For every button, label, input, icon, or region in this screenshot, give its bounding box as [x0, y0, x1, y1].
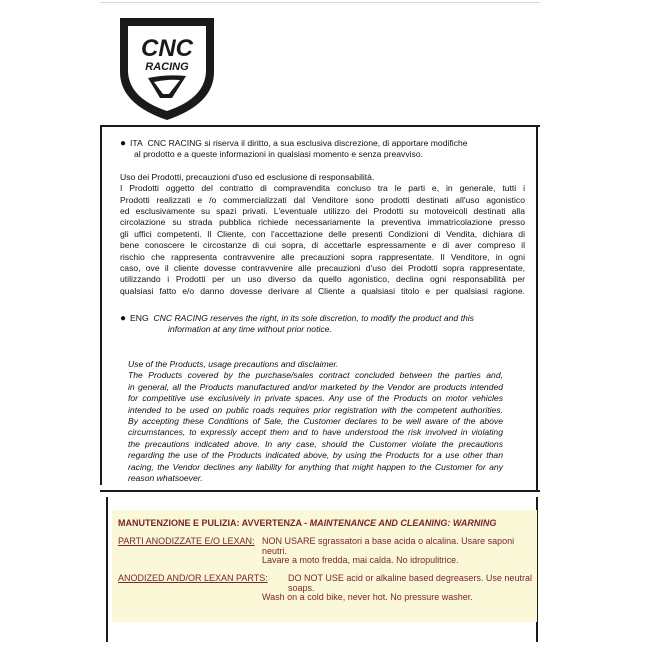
italian-disclaimer	[120, 138, 525, 297]
warning-ita-row	[118, 536, 255, 546]
eng-line: The Products covered by the purchase/sales contract concluded between the parties and,	[128, 370, 503, 381]
warning-eng-line2: Wash on a cold bike, never hot. No pressure washer.	[262, 592, 473, 602]
eng-line: Use of the Products, usage precautions and disclaimer.	[128, 359, 339, 369]
eng-line: reason whatsoever.	[128, 473, 203, 484]
ita-intro-line1: CNC RACING si riserva il diritto, a sua esclusiva discrezione, di apportare modifiche	[147, 138, 468, 148]
ita-paragraph	[120, 172, 525, 297]
eng-line: for competitive use exclusively in private spaces. Any use of the Products on motor vehicles	[128, 393, 503, 404]
warning-ita-line2: Lavare a moto fredda, mai calda. No idropulitrice.	[262, 555, 459, 565]
eng-lang: ENG	[130, 313, 149, 323]
warning-eng-line1-row	[288, 573, 537, 593]
logo-cnc-text: CNC	[141, 35, 193, 62]
cnc-racing-logo	[112, 12, 222, 124]
eng-line: racing, the Vendor declines any liability for anything that might happen to the Customer for any	[128, 461, 503, 472]
ita-line: rischio che rappresenta contravvenire alle precauzioni sopra rappresentate. Il Venditore, in ogni	[120, 251, 525, 262]
warning-eng-label: ANODIZED AND/OR LEXAN PARTS:	[118, 573, 268, 583]
warning-title	[118, 518, 496, 528]
bullet-icon: ●	[120, 313, 127, 324]
eng-line: By accepting these Conditions of Sale, the Customer declares to be well aware of the above	[128, 416, 503, 427]
warning-ita-line1-row	[262, 536, 537, 556]
ita-line: circolazione su strada pubblica richiede necessariamente la preventiva immatricolazione presso	[120, 217, 525, 228]
ita-line: Prodotti realizzati e /o commercializzati dal Venditore sono prodotti destinati all'uso agonistico	[120, 194, 525, 205]
english-disclaimer-intro	[120, 313, 500, 336]
eng-line: the precautions indicated above. In any case, should the Customer violate the precautions	[128, 438, 503, 449]
ita-line: Uso dei Prodotti, precauzioni d'uso ed esclusione di responsabilità.	[120, 171, 375, 182]
warning-eng-row	[118, 573, 268, 583]
ita-intro-line2: al prodotto e a queste informazioni in qualsiasi momento e senza preavviso.	[134, 149, 424, 160]
eng-intro-line1: CNC RACING reserves the right, in its sole discretion, to modify the product and this	[153, 313, 474, 323]
ita-line: I Prodotti oggetto del contratto di compravendita concluso tra le parti e, in generale, tutti i	[120, 183, 525, 194]
eng-paragraph	[128, 359, 503, 484]
warning-ita-line2-row	[262, 555, 459, 565]
eng-intro-line2: information at any time without prior notice.	[168, 324, 332, 335]
maintenance-warning-box	[112, 510, 537, 622]
eng-line: regarding the use of the Products indicated above, by using the Products for a use other than	[128, 450, 503, 461]
top-rule	[100, 2, 540, 3]
eng-line: intended to be used on public roads requires prior registration with the competent authorities.	[128, 404, 503, 415]
ita-line: caso, ove il cliente dovesse contravvenire alle precauzioni d'uso dei Prodotti sopra rappresentate,	[120, 263, 525, 274]
warning-eng-line1: DO NOT USE acid or alkaline based degreasers. Use neutral soaps.	[288, 573, 532, 593]
ita-line: bene conoscere le circostanze di cui sopra, di accettarle espressamente e di aver compreso il	[120, 240, 525, 251]
eng-line: in general, all the Products manufactured and/or marketed by the Vendor are products intended	[128, 381, 503, 392]
warning-ita-line1: NON USARE sgrassatori a base acida o alcalina. Usare saponi neutri.	[262, 536, 515, 556]
warning-title-ita: MANUTENZIONE E PULIZIA: AVVERTENZA -	[118, 518, 310, 528]
ita-line: utilizzando i Prodotti per un uso diverso da quello agonistico, declina ogni responsabilità per	[120, 274, 525, 285]
logo-racing-text: RACING	[145, 61, 189, 73]
ita-line: ed esclusivamente su spazi privati. L'eventuale utilizzo dei Prodotti su motoveicoli destinati alla	[120, 206, 525, 217]
ita-line: qualsiasi fatto e/o danno dovesse derivare al Cliente a qualsiasi titolo e per qualsiasi ragione.	[120, 285, 525, 296]
ita-lang: ITA	[130, 138, 143, 148]
eng-line: circumstances, to expressly accept them and to have understood the risk involved in violating	[128, 427, 503, 438]
bullet-icon: ●	[120, 138, 127, 149]
warning-ita-label: PARTI ANODIZZATE E/O LEXAN:	[118, 536, 255, 546]
ita-line: gli uffici competenti. Il Cliente, con l'accettazione delle presenti Condizioni di Vendita, dichiara di	[120, 228, 525, 239]
warning-title-eng: MAINTENANCE AND CLEANING: WARNING	[309, 518, 497, 528]
warning-eng-line2-row	[262, 592, 473, 602]
